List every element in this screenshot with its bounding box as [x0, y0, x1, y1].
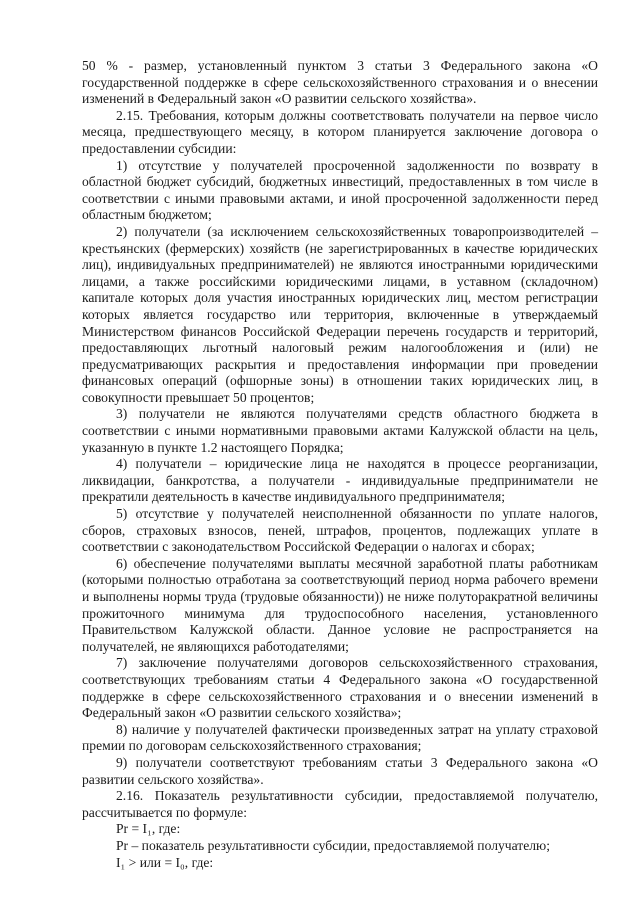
paragraph-intro: 50 % - размер, установленный пунктом 3 статьи 3 Федерального закона «О государственной поддержке в сфере сельскохозяйственного страхования и о внесении изменений в Федеральный закон «О развитии сельского хозяйства». [82, 58, 598, 107]
formula-definition: Pr – показатель результативности субсидии, предоставляемой получателю; [116, 837, 550, 853]
formula-line: Pr = I₁, где: [116, 821, 181, 837]
paragraph-req-8: 8) наличие у получателей фактически произведенных затрат на уплату страховой премии по договорам сельскохозяйственного страхования; [82, 721, 598, 754]
paragraph-2-16: 2.16. Показатель результативности субсидии, предоставляемой получателю, рассчитывается по формуле: [82, 788, 598, 820]
paragraph-req-6: 6) обеспечение получателями выплаты месячной заработной платы работникам (которыми полностью отработана за соответствующий период норма рабочего времени и выполнены нормы труда (трудовые обязанности)) не ниже полуторакратной величины прожиточного минимума для трудоспособного населения, установленного Правительством Калужской области. Данное условие не распространяется на получателей, не являющихся работодателями; [82, 555, 598, 654]
paragraph-req-3: 3) получатели не являются получателями средств областного бюджета в соответствии с иными нормативными правовыми актами Калужской области на цель, указанную в пункте 1.2 настоящего Порядка; [82, 406, 598, 455]
paragraph-req-9: 9) получатели соответствуют требованиям статьи 3 Федерального закона «О развитии сельского хозяйства». [82, 754, 598, 787]
paragraph-req-5: 5) отсутствие у получателей неисполненной обязанности по уплате налогов, сборов, страховых взносов, пеней, штрафов, процентов, подлежащих уплате в соответствии с законодательством Российской Федерации о налогах и сборах; [82, 506, 598, 555]
paragraph-req-4: 4) получатели – юридические лица не находятся в процессе реорганизации, ликвидации, банкротства, а получатели - индивидуальные предприниматели не прекратили деятельность в качестве индивидуального предпринимателя; [82, 456, 598, 505]
formula-condition: I₁ > или = I₀, где: [116, 854, 214, 870]
paragraph-req-2: 2) получатели (за исключением сельскохозяйственных товаропроизводителей – крестьянских (фермерских) хозяйств (не зарегистрированных в качестве юридических лиц), индивидуальных предпринимателей) не являются иностранными юридическими лицами, а также российскими юридическими лицами, в уставном (складочном) капитале которых доля участия иностранных юридических лиц, местом регистрации которых является государство или территория, включенные в утверждаемый Министерством финансов Российской Федерации перечень государств и территорий, предоставляющих льготный налоговый режим налогообложения и (или) не предусматривающих раскрытия и предоставления информации при проведении финансовых операций (офшорные зоны) в отношении таких юридических лиц, в совокупности превышает 50 процентов; [82, 223, 598, 405]
paragraph-req-1: 1) отсутствие у получателей просроченной задолженности по возврату в областной бюджет субсидий, бюджетных инвестиций, предоставленных в том числе в соответствии с иными правовыми актами, и иной просроченной задолженности перед областным бюджетом; [82, 157, 598, 223]
document-page [82, 58, 598, 871]
paragraph-2-15: 2.15. Требования, которым должны соответствовать получатели на первое число месяца, предшествующего месяцу, в котором планируется заключение договора о предоставлении субсидии: [82, 107, 598, 156]
paragraph-req-7: 7) заключение получателями договоров сельскохозяйственного страхования, соответствующих требованиям статьи 4 Федерального закона «О государственной поддержке в сфере сельскохозяйственного страхования и о внесении изменений в Федеральный закон «О развитии сельского хозяйства»; [82, 655, 598, 721]
